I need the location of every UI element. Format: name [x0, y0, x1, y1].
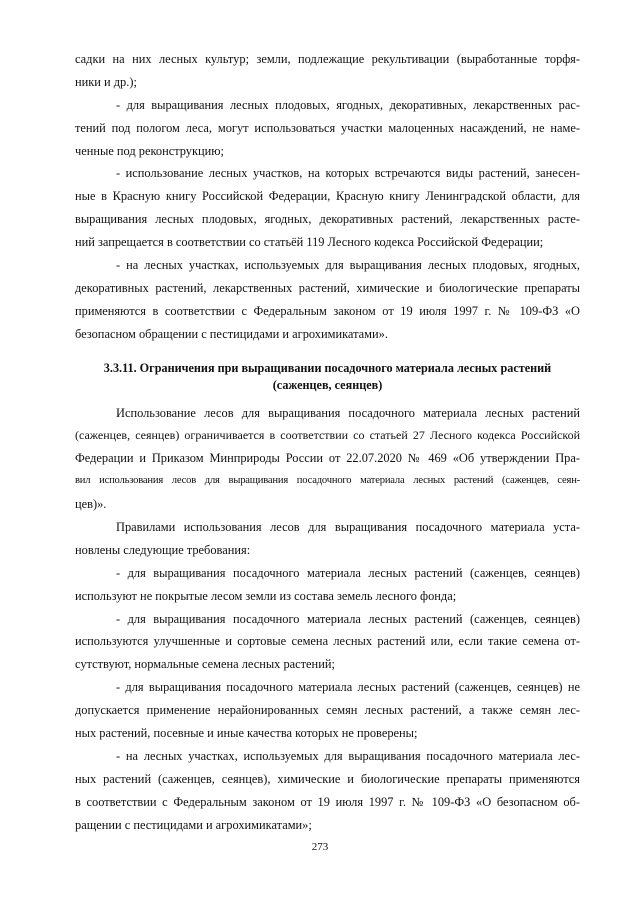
text-line: - использование лесных участков, на которых встречаются виды растений, занесен- [116, 166, 580, 181]
text-line: безопасном обращении с пестицидами и агрохимикатами». [75, 326, 388, 341]
text-line: применяются в соответствии с Федеральным законом от 19 июля 1997 г. № 109-ФЗ «О [75, 303, 580, 318]
text-line: ники и др.); [75, 74, 137, 89]
document-page [75, 48, 580, 837]
text-line: декоративных растений, лекарственных растений, химические и биологические препараты [75, 280, 580, 295]
text-line: ний запрещается в соответствии со статьёй 119 Лесного кодекса Российской Федерации; [75, 235, 544, 250]
paragraph-list-item [75, 676, 580, 745]
text-line: (саженцев, сеянцев) ограничивается в соответствии со статьей 27 Лесного кодекса Российской [75, 428, 580, 443]
text-line: используются улучшенные и сортовые семена лесных растений или, если такие семена от- [75, 634, 580, 649]
paragraph [75, 516, 580, 562]
text-line: садки на них лесных культур; земли, подлежащие рекультивации (выработанные торфя- [75, 52, 580, 66]
text-line: Федерации и Приказом Минприроды России от 22.07.2020 № 469 «Об утверждении Пра- [75, 451, 580, 466]
paragraph [75, 402, 580, 516]
paragraph-list-item [75, 608, 580, 677]
paragraph-list-item [75, 162, 580, 254]
paragraph-continuation [75, 48, 580, 94]
page-number: 273 [311, 841, 329, 853]
text-line: тений под пологом леса, могут использоваться участки малоценных насаждений, не наме- [75, 120, 580, 135]
text-line: используют не покрытые лесом земли из состава земель лесного фонда; [75, 588, 457, 603]
section-heading [75, 360, 580, 394]
text-line: ченные под реконструкцию; [75, 143, 224, 158]
text-line: Использование лесов для выращивания посадочного материала лесных растений [116, 405, 580, 420]
paragraph-list-item [75, 94, 580, 163]
text-line: ращении с пестицидами и агрохимикатами»; [75, 817, 312, 832]
text-line: вил использования лесов для выращивания посадочного материала лесных растений (саженцев, сеян- [75, 475, 580, 487]
text-line: - для выращивания посадочного материала лесных растений (саженцев, сеянцев) [116, 565, 580, 580]
text-line: цев)». [75, 497, 107, 512]
section-heading-line: (саженцев, сеянцев) [272, 377, 383, 392]
text-line: ных растений (саженцев, сеянцев), химические и биологические препараты применяются [75, 771, 580, 786]
text-line: сутствуют, нормальные семена лесных растений; [75, 657, 335, 672]
paragraph-list-item [75, 562, 580, 608]
text-line: - для выращивания лесных плодовых, ягодных, декоративных, лекарственных рас- [116, 97, 580, 112]
text-line: - на лесных участках, используемых для выращивания посадочного материала лес- [116, 748, 580, 763]
text-line: выращивания лесных плодовых, ягодных, декоративных растений, лекарственных расте- [75, 212, 580, 227]
text-line: - для выращивания посадочного материала лесных растений (саженцев, сеянцев) [116, 611, 580, 626]
text-line: - на лесных участках, используемых для выращивания лесных плодовых, ягодных, [116, 258, 580, 273]
text-line: - для выращивания посадочного материала лесных растений (саженцев, сеянцев) не [116, 680, 580, 695]
text-line: в соответствии с Федеральным законом от 19 июля 1997 г. № 109-ФЗ «О безопасном об- [75, 794, 580, 809]
text-line: Правилами использования лесов для выращивания посадочного материала уста- [116, 520, 580, 535]
paragraph-list-item [75, 745, 580, 837]
paragraph-list-item [75, 254, 580, 346]
text-line: новлены следующие требования: [75, 542, 251, 557]
text-line: ных растений, посевные и иные качества которых не проверены; [75, 726, 418, 741]
section-heading-line: 3.3.11. Ограничения при выращивании посадочного материала лесных растений [103, 360, 552, 375]
text-line: ные в Красную книгу Российской Федерации, Красную книгу Ленинградской области, для [75, 189, 580, 204]
section-spacer [75, 346, 580, 360]
text-line: допускается применение нерайонированных семян лесных растений, а также семян лес- [75, 703, 580, 718]
